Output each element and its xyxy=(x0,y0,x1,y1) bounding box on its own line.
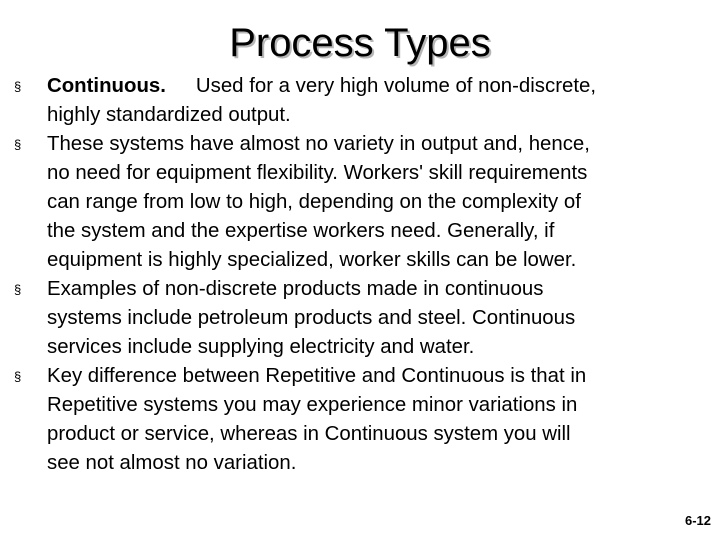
bullet-line: highly standardized output. xyxy=(47,104,291,126)
bullet-item xyxy=(14,275,714,362)
bullet-marker-icon: § xyxy=(14,282,22,297)
bullet-line: These systems have almost no variety in output and, hence, xyxy=(47,133,590,155)
page-number: 6-12 xyxy=(684,513,711,528)
bullet-line: Examples of non-discrete products made in continuous xyxy=(47,278,544,300)
bullet-line-text: Used for a very high volume of non-discrete, xyxy=(195,75,596,97)
slide-title: Process Types xyxy=(229,21,491,65)
bullet-item xyxy=(14,362,714,478)
bullet-line: the system and the expertise workers need. Generally, if xyxy=(47,220,555,242)
bullet-line: no need for equipment flexibility. Workers' skill requirements xyxy=(47,162,588,184)
bullet-marker-icon: § xyxy=(14,137,22,152)
bullet-line: can range from low to high, depending on the complexity of xyxy=(47,191,581,213)
bullet-item xyxy=(14,130,714,275)
bullet-line: product or service, whereas in Continuous system you will xyxy=(47,423,571,445)
bullet-marker-icon: § xyxy=(14,79,22,94)
bullet-line: systems include petroleum products and steel. Continuous xyxy=(47,307,576,329)
bullet-marker-icon: § xyxy=(14,369,22,384)
bullet-line xyxy=(47,72,714,101)
bullet-list xyxy=(14,72,714,478)
bullet-line: services include supplying electricity and water. xyxy=(47,336,475,358)
bullet-item xyxy=(14,72,714,130)
bullet-line: see not almost no variation. xyxy=(47,452,297,474)
bullet-line: Key difference between Repetitive and Continuous is that in xyxy=(47,365,587,387)
bullet-line: Repetitive systems you may experience minor variations in xyxy=(47,394,578,416)
bullet-lead-term: Continuous. xyxy=(47,75,166,97)
bullet-line: equipment is highly specialized, worker skills can be lower. xyxy=(47,249,577,271)
